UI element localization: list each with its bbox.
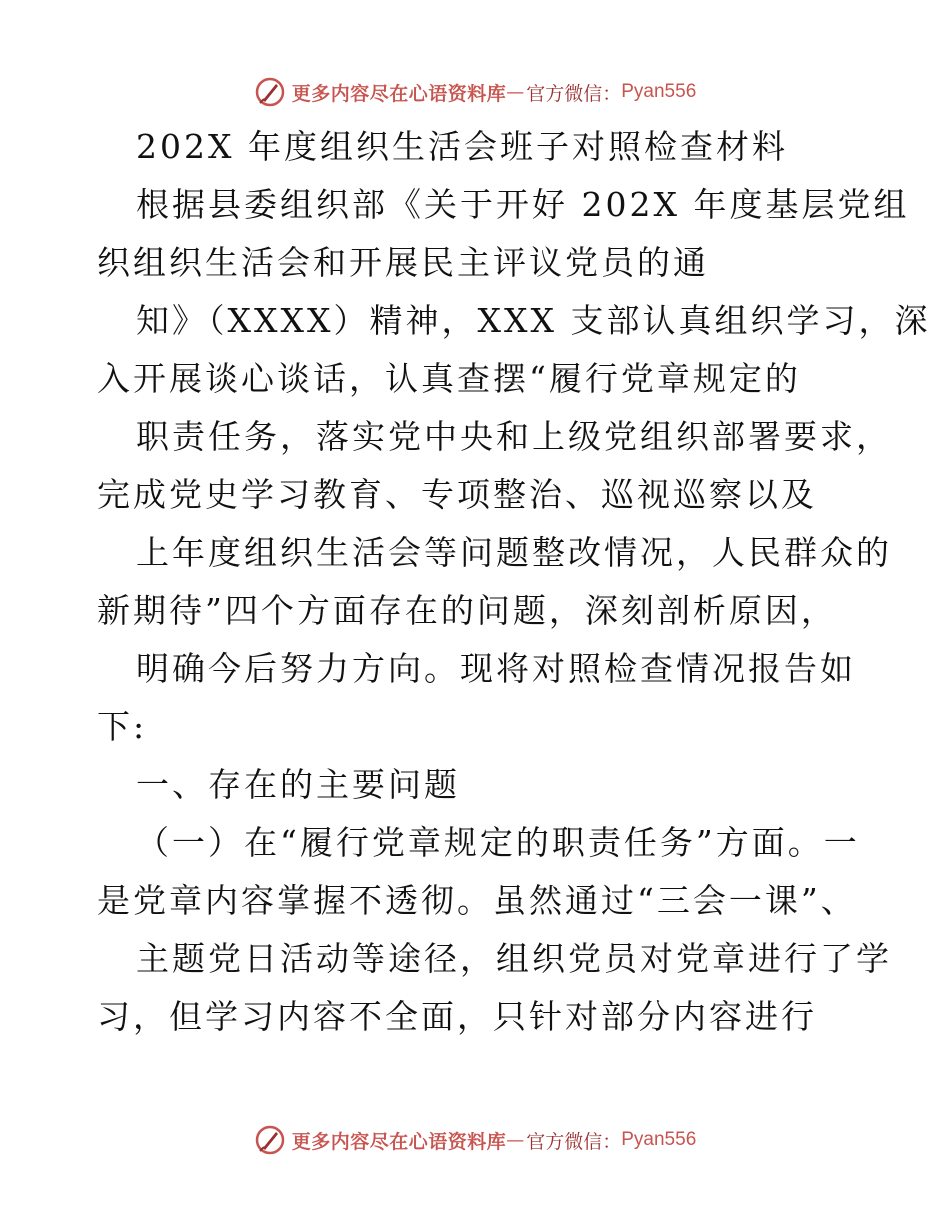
- paragraph-line: （一）在“履行党章规定的职责任务”方面。一: [136, 823, 860, 862]
- paragraph-line: 入开展谈心谈话，认真查摆“履行党章规定的: [97, 359, 801, 398]
- section-heading: 一、存在的主要问题: [136, 765, 460, 804]
- paragraph-line: 新期待”四个方面存在的问题，深刻剖析原因，: [97, 591, 837, 630]
- paragraph-line: 职责任务，落实党中央和上级党组织部署要求，: [136, 417, 892, 456]
- watermark-wechat-label: 官方微信：: [526, 82, 622, 105]
- paragraph-line: 织组织生活会和开展民主评议党员的通: [97, 243, 709, 282]
- watermark-text: 更多内容尽在心语资料库: [291, 1130, 507, 1153]
- watermark-separator: —: [506, 1129, 525, 1151]
- paragraph-line: 完成党史学习教育、专项整治、巡视巡察以及: [97, 475, 817, 514]
- watermark-wechat-label: 官方微信：: [526, 1130, 622, 1153]
- watermark-wechat-id: Pyan556: [621, 1129, 697, 1150]
- paragraph-line: 主题党日活动等途径，组织党员对党章进行了学: [136, 939, 892, 978]
- paragraph-line: 上年度组织生活会等问题整改情况，人民群众的: [136, 533, 892, 572]
- paragraph-line: 知》（XXXX）精神，XXX 支部认真组织学习，深: [136, 301, 931, 340]
- watermark-separator: —: [506, 81, 525, 103]
- watermark-text: 更多内容尽在心语资料库: [291, 82, 507, 105]
- paragraph-line: 下:: [97, 707, 148, 746]
- watermark-wechat-id: Pyan556: [621, 81, 697, 102]
- footer-watermark: [0, 1120, 950, 1160]
- header-watermark: [0, 72, 950, 112]
- paragraph-line: 是党章内容掌握不透彻。虽然通过“三会一课”、: [97, 881, 857, 920]
- quill-logo-icon: [254, 76, 286, 108]
- paragraph-line: 根据县委组织部《关于开好 202X 年度基层党组: [136, 185, 910, 224]
- quill-logo-icon: [254, 1124, 286, 1156]
- document-title: 202X 年度组织生活会班子对照检查材料: [136, 127, 788, 166]
- paragraph-line: 习，但学习内容不全面，只针对部分内容进行: [97, 997, 817, 1036]
- paragraph-line: 明确今后努力方向。现将对照检查情况报告如: [136, 649, 856, 688]
